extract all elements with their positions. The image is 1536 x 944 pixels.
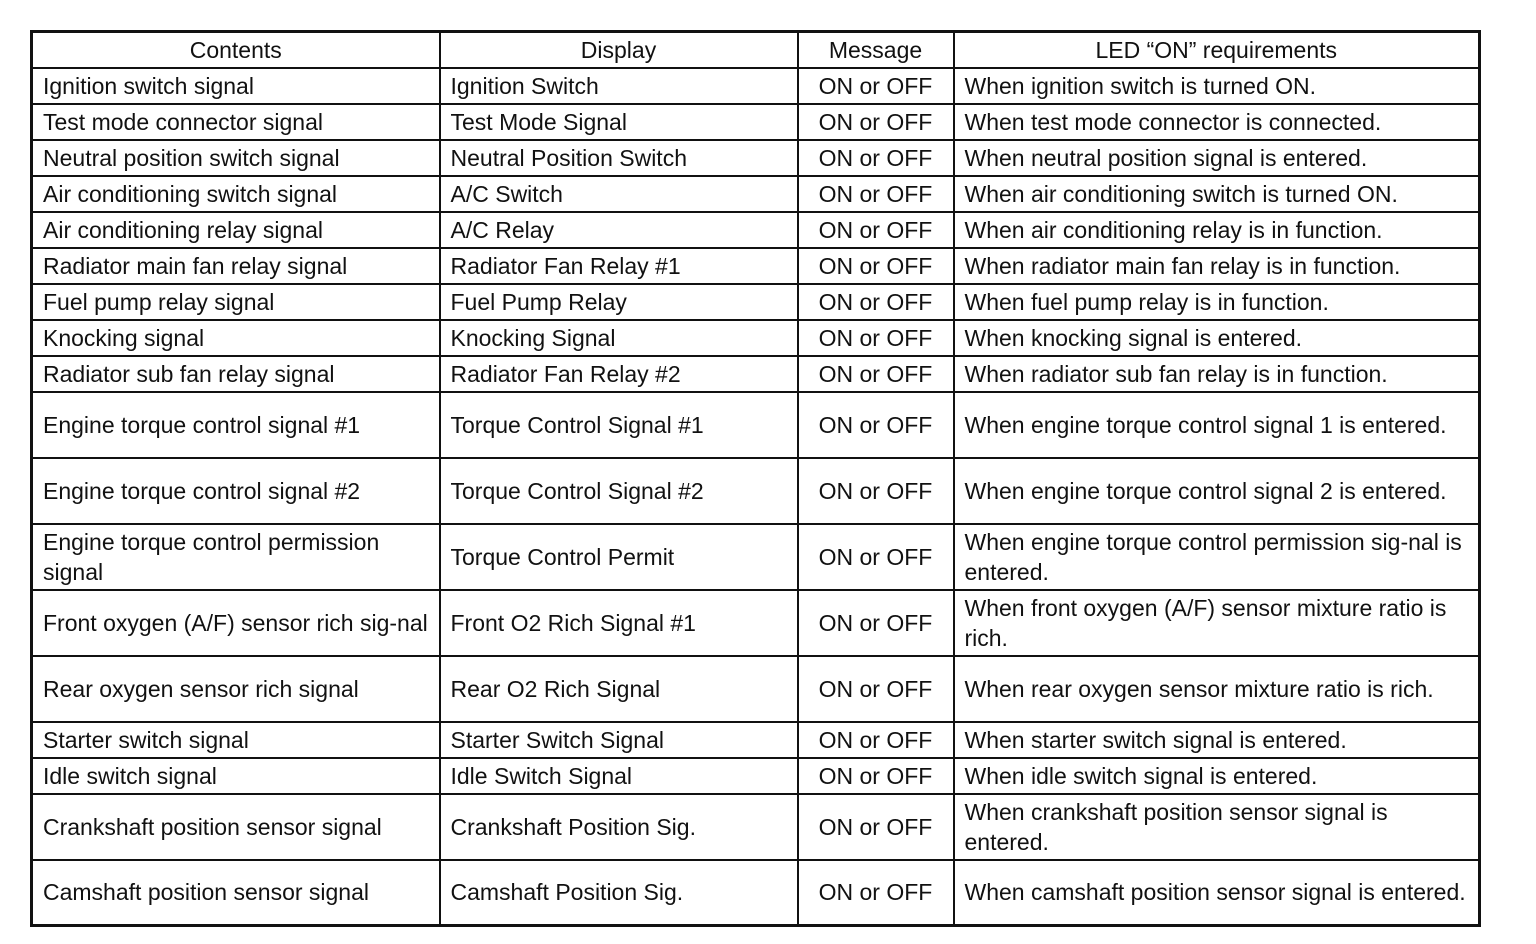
table-row bbox=[32, 248, 1480, 284]
table-row bbox=[32, 860, 1480, 926]
cell-message: ON or OFF bbox=[798, 284, 954, 320]
table-row bbox=[32, 524, 1480, 590]
cell-message: ON or OFF bbox=[798, 68, 954, 104]
cell-display: Test Mode Signal bbox=[440, 104, 798, 140]
cell-led-requirement: When radiator main fan relay is in function. bbox=[954, 248, 1480, 284]
cell-contents: Engine torque control signal #1 bbox=[32, 392, 440, 458]
cell-message: ON or OFF bbox=[798, 458, 954, 524]
cell-contents: Radiator sub fan relay signal bbox=[32, 356, 440, 392]
cell-contents: Rear oxygen sensor rich signal bbox=[32, 656, 440, 722]
cell-led-requirement: When radiator sub fan relay is in function. bbox=[954, 356, 1480, 392]
cell-contents: Air conditioning switch signal bbox=[32, 176, 440, 212]
cell-led-requirement: When air conditioning relay is in function. bbox=[954, 212, 1480, 248]
cell-message: ON or OFF bbox=[798, 590, 954, 656]
cell-message: ON or OFF bbox=[798, 524, 954, 590]
table-row bbox=[32, 212, 1480, 248]
cell-display: A/C Relay bbox=[440, 212, 798, 248]
cell-message: ON or OFF bbox=[798, 758, 954, 794]
cell-message: ON or OFF bbox=[798, 212, 954, 248]
cell-message: ON or OFF bbox=[798, 794, 954, 860]
cell-led-requirement: When test mode connector is connected. bbox=[954, 104, 1480, 140]
cell-display: Front O2 Rich Signal #1 bbox=[440, 590, 798, 656]
cell-contents: Knocking signal bbox=[32, 320, 440, 356]
cell-led-requirement: When camshaft position sensor signal is entered. bbox=[954, 860, 1480, 926]
cell-led-requirement: When fuel pump relay is in function. bbox=[954, 284, 1480, 320]
table-row bbox=[32, 722, 1480, 758]
cell-contents: Camshaft position sensor signal bbox=[32, 860, 440, 926]
cell-message: ON or OFF bbox=[798, 140, 954, 176]
cell-display: Torque Control Signal #2 bbox=[440, 458, 798, 524]
cell-display: Torque Control Permit bbox=[440, 524, 798, 590]
cell-display: Knocking Signal bbox=[440, 320, 798, 356]
cell-message: ON or OFF bbox=[798, 392, 954, 458]
cell-message: ON or OFF bbox=[798, 722, 954, 758]
cell-contents: Starter switch signal bbox=[32, 722, 440, 758]
table-body bbox=[32, 68, 1480, 926]
table-row bbox=[32, 284, 1480, 320]
cell-display: Radiator Fan Relay #2 bbox=[440, 356, 798, 392]
cell-display: Torque Control Signal #1 bbox=[440, 392, 798, 458]
led-requirements-table-container bbox=[30, 30, 1481, 927]
cell-led-requirement: When front oxygen (A/F) sensor mixture ratio is rich. bbox=[954, 590, 1480, 656]
cell-contents: Crankshaft position sensor signal bbox=[32, 794, 440, 860]
cell-led-requirement: When starter switch signal is entered. bbox=[954, 722, 1480, 758]
table-row bbox=[32, 590, 1480, 656]
cell-message: ON or OFF bbox=[798, 104, 954, 140]
table-row bbox=[32, 176, 1480, 212]
cell-display: Starter Switch Signal bbox=[440, 722, 798, 758]
cell-display: Idle Switch Signal bbox=[440, 758, 798, 794]
cell-display: Ignition Switch bbox=[440, 68, 798, 104]
header-row bbox=[32, 32, 1480, 68]
cell-message: ON or OFF bbox=[798, 248, 954, 284]
header-led-requirements: LED “ON” requirements bbox=[954, 32, 1480, 68]
table-row bbox=[32, 140, 1480, 176]
table-row bbox=[32, 104, 1480, 140]
cell-led-requirement: When idle switch signal is entered. bbox=[954, 758, 1480, 794]
cell-display: Crankshaft Position Sig. bbox=[440, 794, 798, 860]
cell-message: ON or OFF bbox=[798, 656, 954, 722]
cell-led-requirement: When ignition switch is turned ON. bbox=[954, 68, 1480, 104]
table-row bbox=[32, 356, 1480, 392]
cell-led-requirement: When crankshaft position sensor signal is entered. bbox=[954, 794, 1480, 860]
table-row bbox=[32, 68, 1480, 104]
cell-contents: Test mode connector signal bbox=[32, 104, 440, 140]
cell-contents: Engine torque control permission signal bbox=[32, 524, 440, 590]
cell-led-requirement: When engine torque control permission sig-nal is entered. bbox=[954, 524, 1480, 590]
cell-display: A/C Switch bbox=[440, 176, 798, 212]
table-header bbox=[32, 32, 1480, 68]
table-row bbox=[32, 794, 1480, 860]
table-row bbox=[32, 458, 1480, 524]
table-row bbox=[32, 392, 1480, 458]
cell-contents: Engine torque control signal #2 bbox=[32, 458, 440, 524]
led-requirements-table bbox=[30, 30, 1481, 927]
cell-led-requirement: When knocking signal is entered. bbox=[954, 320, 1480, 356]
header-message: Message bbox=[798, 32, 954, 68]
cell-message: ON or OFF bbox=[798, 176, 954, 212]
cell-message: ON or OFF bbox=[798, 320, 954, 356]
cell-contents: Front oxygen (A/F) sensor rich sig-nal bbox=[32, 590, 440, 656]
cell-led-requirement: When neutral position signal is entered. bbox=[954, 140, 1480, 176]
table-row bbox=[32, 758, 1480, 794]
cell-contents: Ignition switch signal bbox=[32, 68, 440, 104]
cell-contents: Fuel pump relay signal bbox=[32, 284, 440, 320]
cell-display: Camshaft Position Sig. bbox=[440, 860, 798, 926]
cell-led-requirement: When engine torque control signal 2 is entered. bbox=[954, 458, 1480, 524]
header-contents: Contents bbox=[32, 32, 440, 68]
cell-contents: Idle switch signal bbox=[32, 758, 440, 794]
cell-led-requirement: When engine torque control signal 1 is entered. bbox=[954, 392, 1480, 458]
cell-contents: Air conditioning relay signal bbox=[32, 212, 440, 248]
table-row bbox=[32, 320, 1480, 356]
cell-led-requirement: When rear oxygen sensor mixture ratio is rich. bbox=[954, 656, 1480, 722]
cell-message: ON or OFF bbox=[798, 860, 954, 926]
cell-contents: Radiator main fan relay signal bbox=[32, 248, 440, 284]
cell-contents: Neutral position switch signal bbox=[32, 140, 440, 176]
table-row bbox=[32, 656, 1480, 722]
cell-led-requirement: When air conditioning switch is turned ON. bbox=[954, 176, 1480, 212]
cell-display: Radiator Fan Relay #1 bbox=[440, 248, 798, 284]
cell-display: Neutral Position Switch bbox=[440, 140, 798, 176]
cell-display: Rear O2 Rich Signal bbox=[440, 656, 798, 722]
header-display: Display bbox=[440, 32, 798, 68]
cell-display: Fuel Pump Relay bbox=[440, 284, 798, 320]
cell-message: ON or OFF bbox=[798, 356, 954, 392]
